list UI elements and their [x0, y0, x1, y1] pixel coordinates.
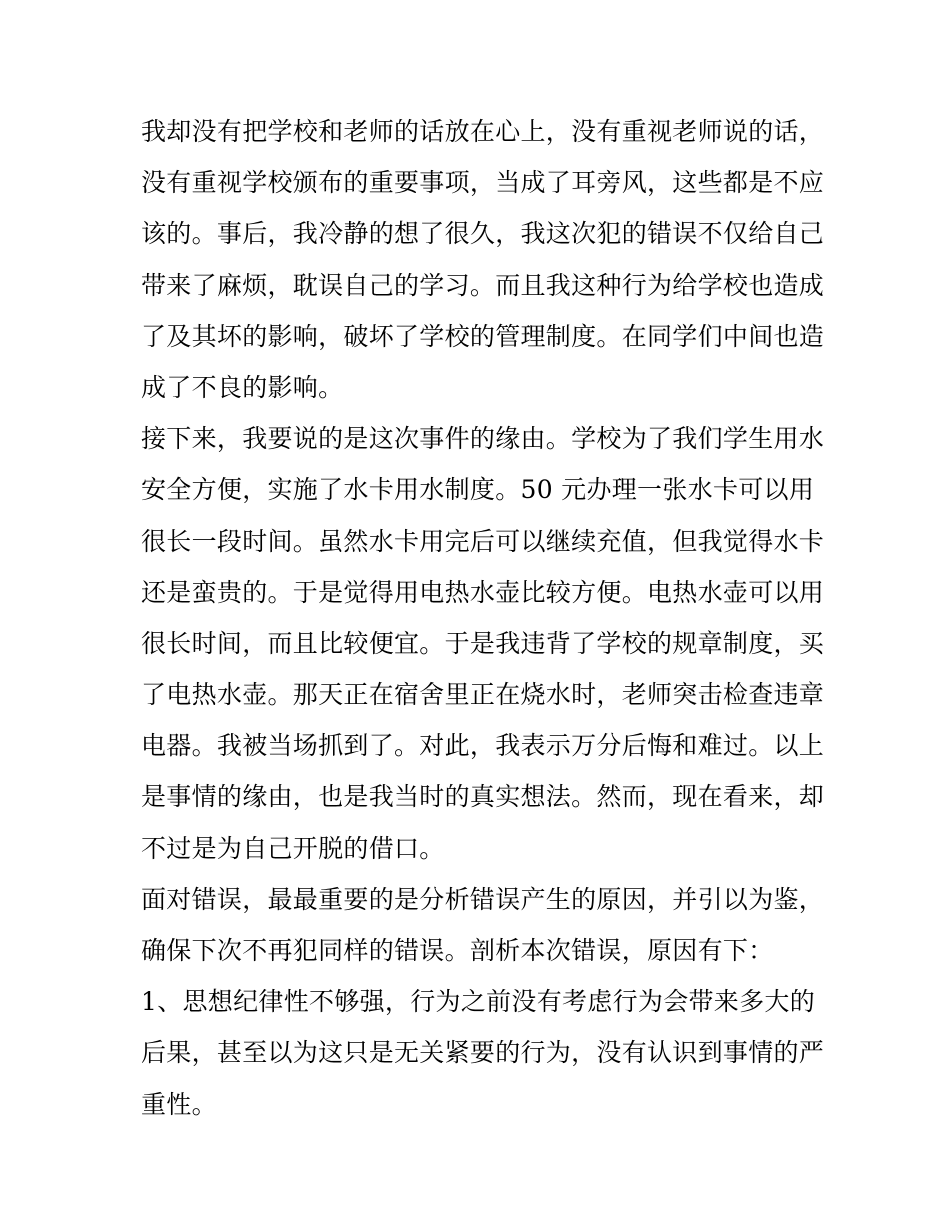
text-line-15: 不过是为自己开脱的借口。 [141, 833, 445, 863]
text-line-11: 很长时间，而且比较便宜。于是我违背了学校的规章制度，买 [141, 628, 825, 658]
text-line-17: 确保下次不再犯同样的错误。剖析本次错误，原因有下： [141, 936, 774, 965]
text-line-16: 面对错误，最最重要的是分析错误产生的原因，并引以为鉴， [141, 884, 825, 914]
text-line-20: 重性。 [141, 1089, 217, 1119]
text-line-10: 还是蛮贵的。于是觉得用电热水壶比较方便。电热水壶可以用 [141, 577, 825, 607]
text-line-14: 是事情的缘由，也是我当时的真实想法。然而，现在看来，却 [141, 782, 825, 812]
text-line-6: 成了不良的影响。 [141, 372, 344, 402]
text-line-9: 很长一段时间。虽然水卡用完后可以继续充值，但我觉得水卡 [141, 526, 825, 556]
text-line-5: 了及其坏的影响，破坏了学校的管理制度。在同学们中间也造 [141, 321, 825, 351]
text-line-7: 接下来，我要说的是这次事件的缘由。学校为了我们学生用水 [141, 424, 825, 454]
text-line-19: 后果，甚至以为这只是无关紧要的行为，没有认识到事情的严 [141, 1038, 825, 1068]
text-line-1: 我却没有把学校和老师的话放在心上，没有重视老师说的话， [141, 117, 825, 146]
text-line-4: 带来了麻烦，耽误自己的学习。而且我这种行为给学校也造成 [141, 270, 825, 300]
text-line-18: 1、思想纪律性不够强，行为之前没有考虑行为会带来多大的 [141, 987, 816, 1017]
text-line-3: 该的。事后，我冷静的想了很久，我这次犯的错误不仅给自己 [141, 219, 825, 249]
text-line-13: 电器。我被当场抓到了。对此，我表示万分后悔和难过。以上 [141, 731, 825, 761]
text-line-8: 安全方便，实施了水卡用水制度。50 元办理一张水卡可以用 [141, 475, 815, 505]
text-line-2: 没有重视学校颁布的重要事项，当成了耳旁风，这些都是不应 [141, 168, 825, 198]
text-line-12: 了电热水壶。那天正在宿舍里正在烧水时，老师突击检查违章 [141, 680, 825, 710]
document-body [141, 106, 825, 1130]
